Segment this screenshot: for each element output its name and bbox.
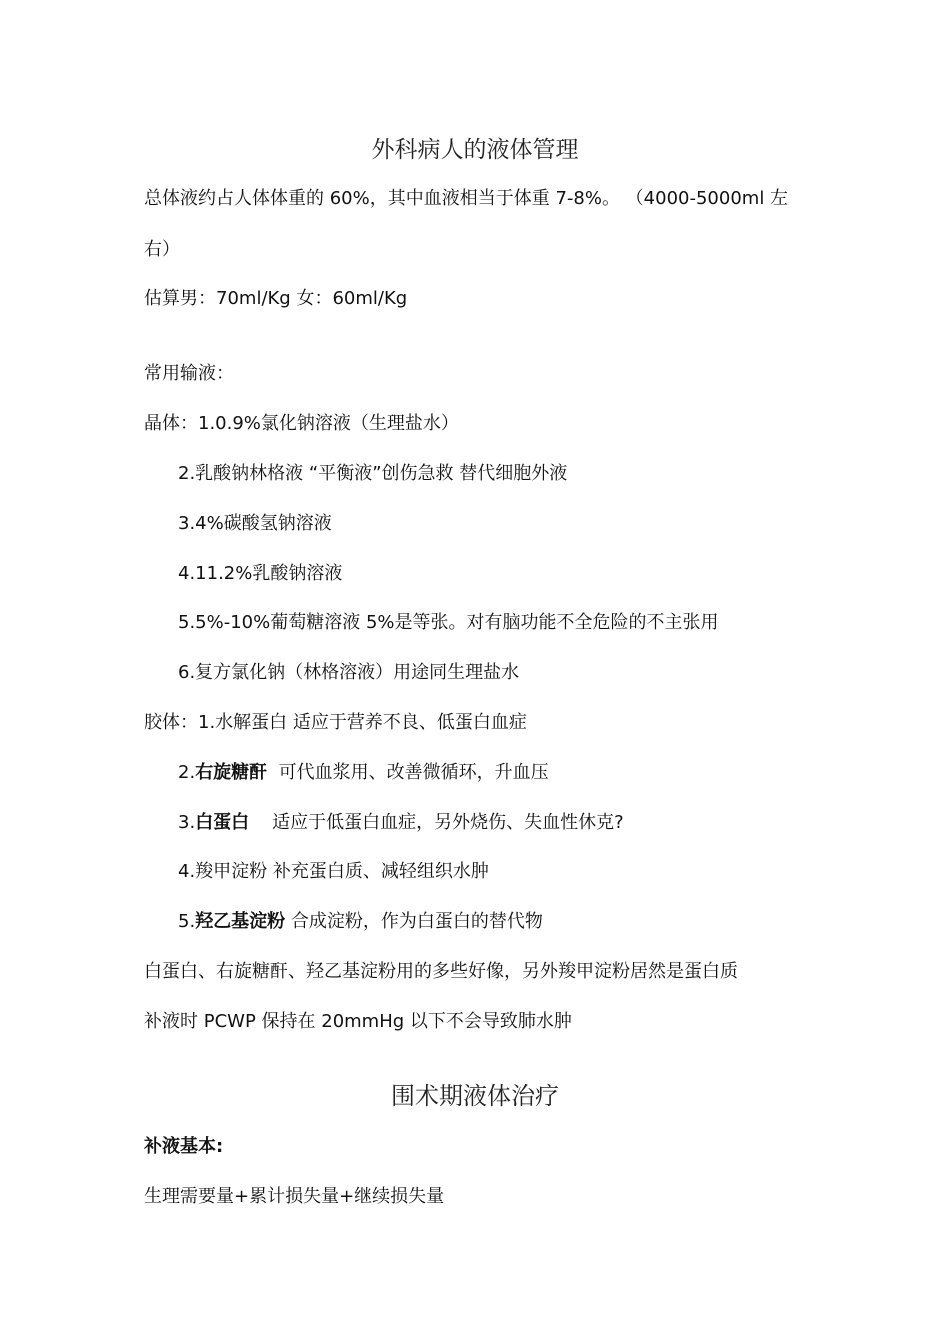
colloid-item-2 — [178, 760, 549, 786]
section-title-perioperative: 围术期液体治疗 — [391, 1082, 559, 1110]
basic-label-text: 补液基本: — [144, 1136, 224, 1157]
colloid-item-2-number: 2. — [178, 762, 196, 783]
colloid-item-1: 胶体：1.水解蛋白 适应于营养不良、低蛋白血症 — [144, 712, 527, 733]
colloid-item-3-desc: 适应于低蛋白血症，另外烧伤、失血性休克? — [249, 812, 624, 833]
colloid-item-2-name: 右旋糖酐 — [195, 762, 268, 783]
common-infusion-label: 常用输液： — [144, 363, 234, 384]
colloid-item-2-desc: 可代血浆用、改善微循环，升血压 — [267, 762, 549, 783]
formula-line: 生理需要量+累计损失量+继续损失量 — [144, 1186, 445, 1207]
intro-line-1: 总体液约占人体体重的 60%，其中血液相当于体重 7-8%。 （4000-5000ml 左 — [144, 188, 789, 209]
crystal-item-5: 5.5%-10%葡萄糖溶液 5%是等张。对有脑功能不全危险的不主张用 — [178, 612, 719, 633]
colloid-item-3 — [178, 810, 624, 836]
crystal-item-2: 2.乳酸钠林格液 “平衡液”创伤急救 替代细胞外液 — [178, 463, 568, 484]
colloid-item-5-number: 5. — [178, 911, 196, 932]
colloid-item-5 — [178, 909, 543, 935]
colloid-item-3-name: 白蛋白 — [195, 812, 250, 833]
colloid-item-5-name: 羟乙基淀粉 — [195, 911, 286, 932]
colloid-item-3-number: 3. — [178, 812, 196, 833]
basic-label — [144, 1134, 223, 1160]
colloid-item-5-desc: 合成淀粉，作为白蛋白的替代物 — [285, 911, 543, 932]
document-title: 外科病人的液体管理 — [371, 137, 579, 163]
crystal-item-6: 6.复方氯化钠（林格溶液）用途同生理盐水 — [178, 662, 520, 683]
crystal-item-4: 4.11.2%乳酸钠溶液 — [178, 563, 343, 584]
estimate-line: 估算男：70ml/Kg 女：60ml/Kg — [144, 288, 408, 309]
intro-line-2: 右） — [144, 239, 180, 260]
crystal-item-1: 晶体：1.0.9%氯化钠溶液（生理盐水） — [144, 413, 459, 434]
crystal-item-3: 3.4%碳酸氢钠溶液 — [178, 513, 332, 534]
colloid-item-4: 4.羧甲淀粉 补充蛋白质、减轻组织水肿 — [178, 861, 489, 882]
note-line-1: 白蛋白、右旋糖酐、羟乙基淀粉用的多些好像，另外羧甲淀粉居然是蛋白质 — [144, 961, 738, 982]
note-line-2: 补液时 PCWP 保持在 20mmHg 以下不会导致肺水肿 — [144, 1011, 572, 1032]
